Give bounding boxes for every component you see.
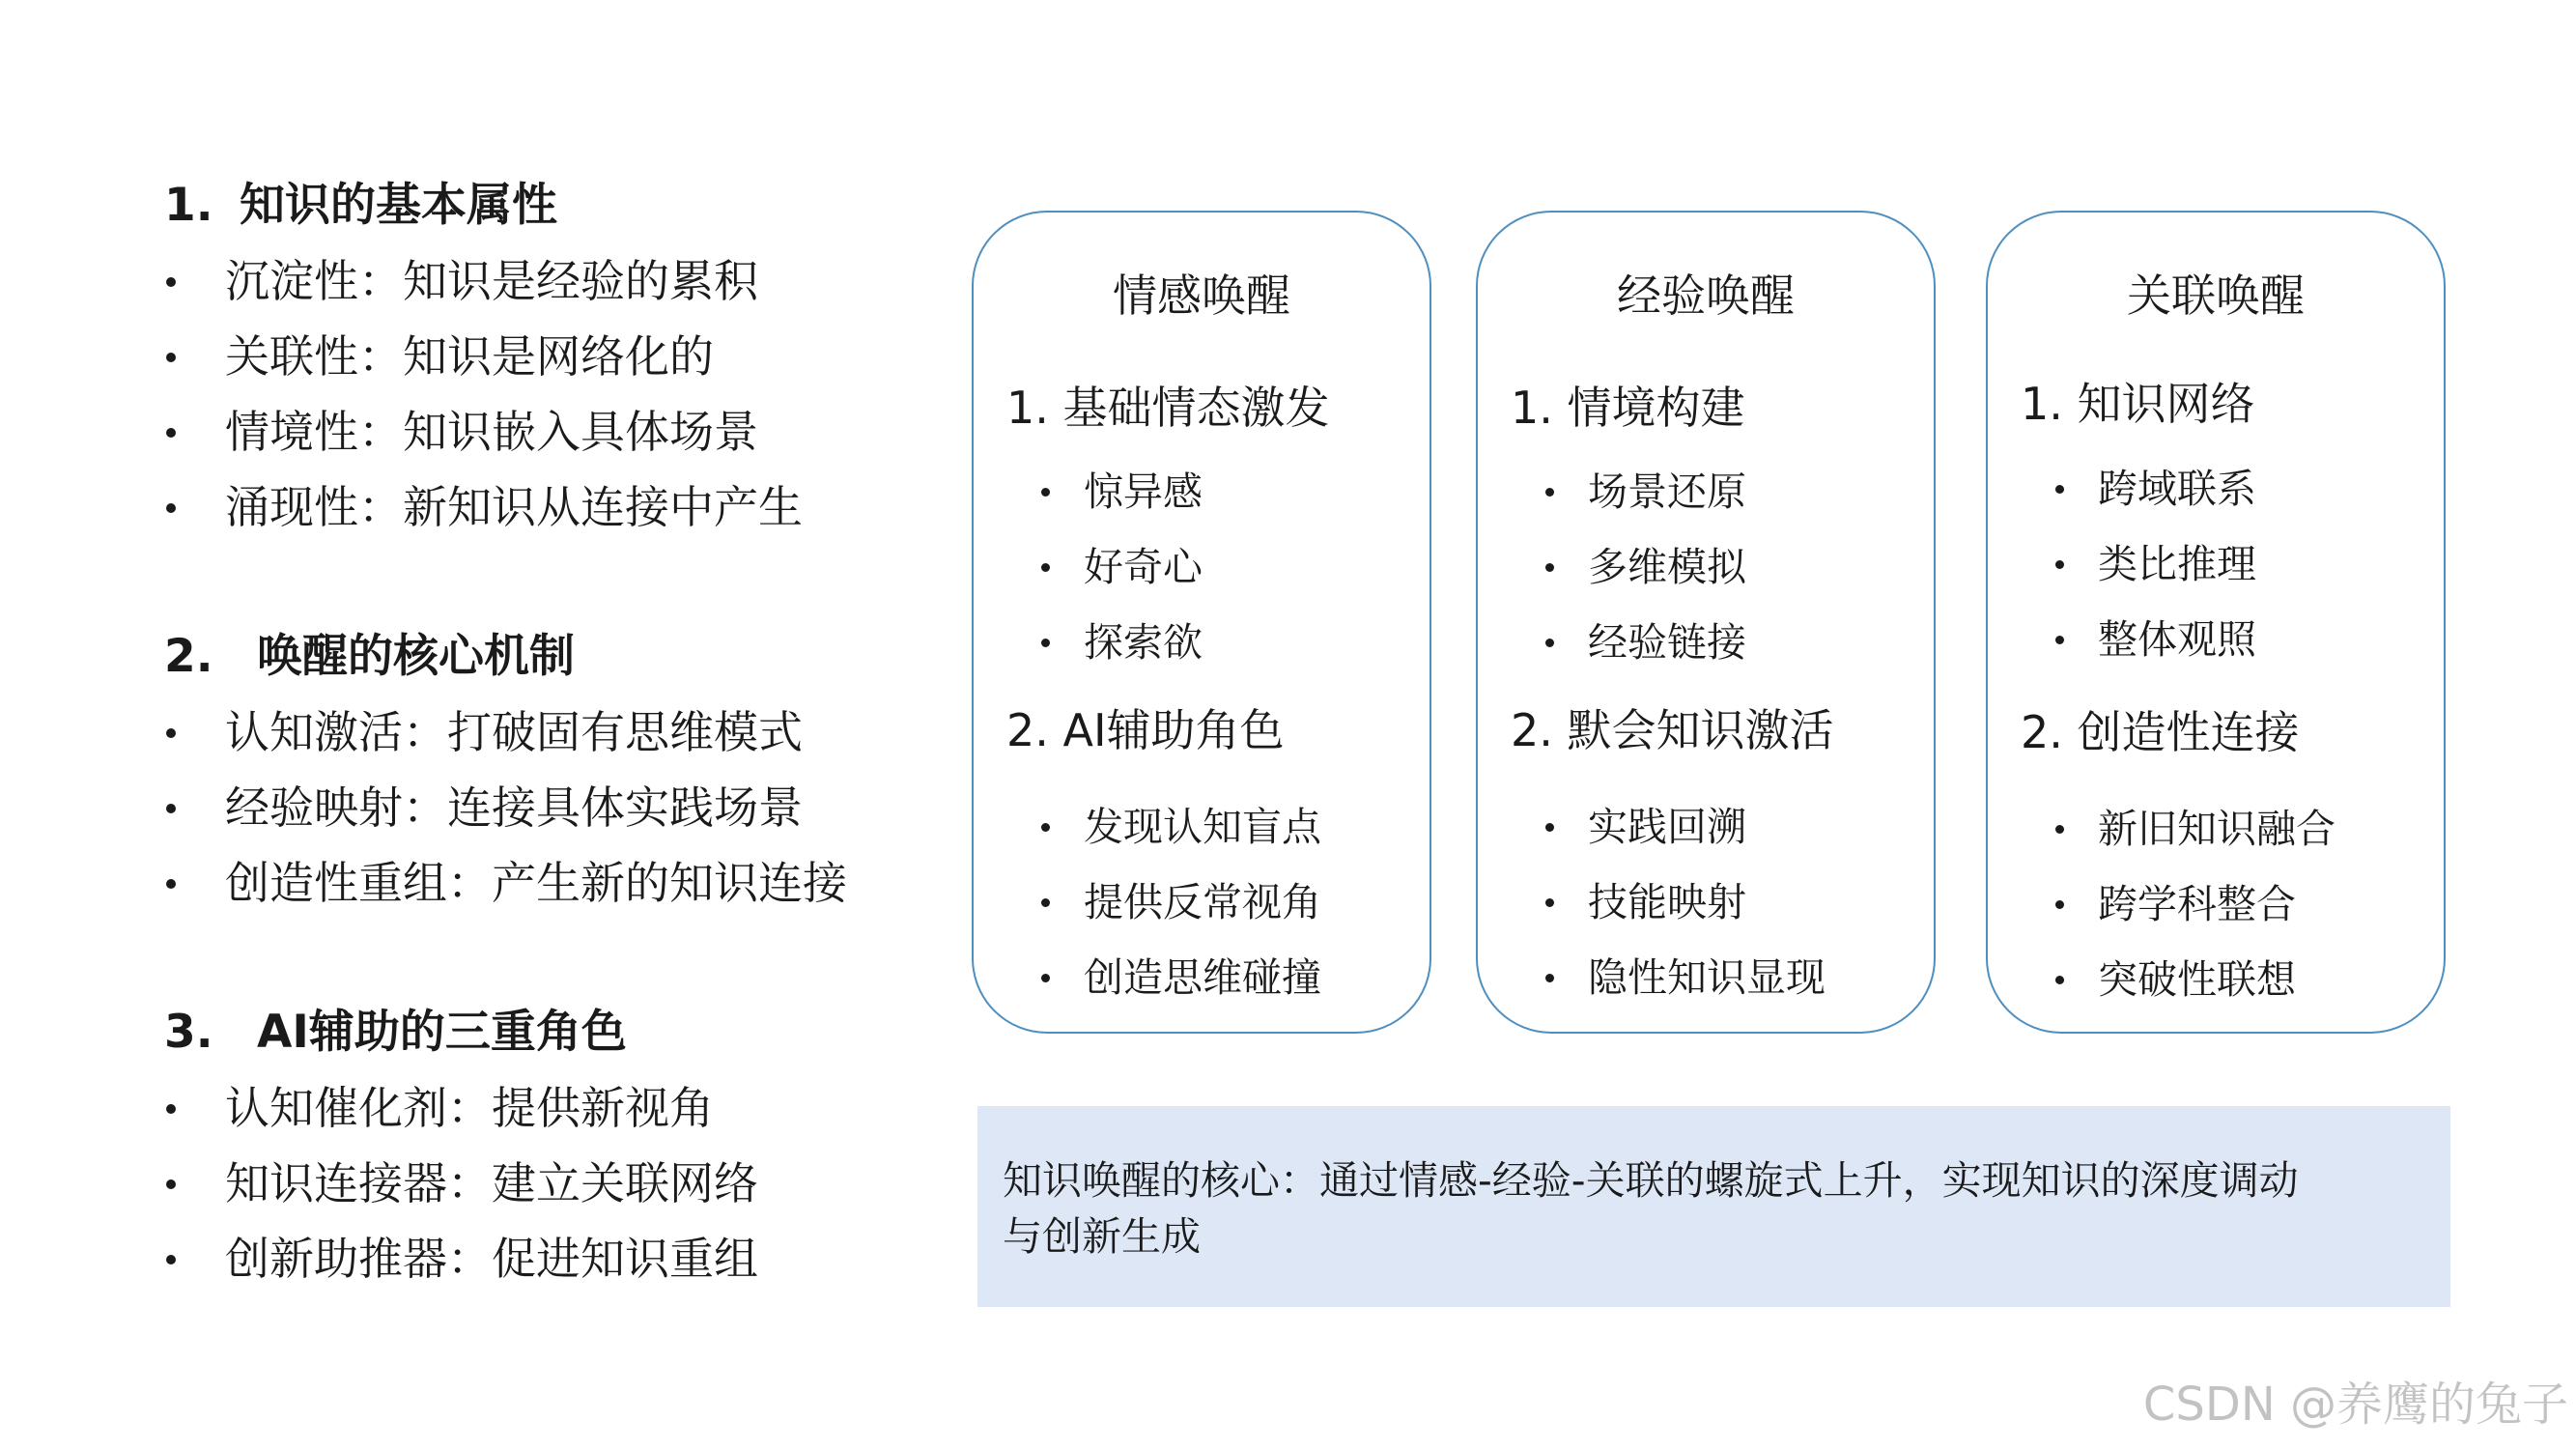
summary-box <box>977 1106 2450 1307</box>
section-number: 1. <box>164 179 213 232</box>
card-list <box>1041 789 1321 1015</box>
list-item: 创新助推器：促进知识重组 <box>164 1221 758 1296</box>
list-item: 跨域联系 <box>2055 451 2256 526</box>
list-item: 整体观照 <box>2055 602 2256 677</box>
list-item: 情境性：知识嵌入具体场景 <box>164 394 803 469</box>
card-subheading: 2. 默会知识激活 <box>1511 704 1834 756</box>
watermark: CSDN @养鹰的兔子 <box>2142 1378 2568 1432</box>
list-item: 新旧知识融合 <box>2055 791 2335 867</box>
list-item: 关联性：知识是网络化的 <box>164 319 803 394</box>
section-title <box>164 995 758 1070</box>
section-basic-attributes <box>164 168 803 545</box>
list-item: 认知激活：打破固有思维模式 <box>164 695 847 770</box>
mechanism-list <box>164 695 847 921</box>
card-subheading: 2. AI辅助角色 <box>1006 704 1285 756</box>
card-subheading: 1. 基础情态激发 <box>1006 382 1330 434</box>
list-item: 跨学科整合 <box>2055 867 2335 942</box>
card-title: 情感唤醒 <box>1113 270 1290 322</box>
section-core-mechanism <box>164 619 847 921</box>
list-item: 惊异感 <box>1041 454 1203 529</box>
list-item: 沉淀性：知识是经验的累积 <box>164 243 803 319</box>
summary-line: 知识唤醒的核心：通过情感-经验-关联的螺旋式上升，实现知识的深度调动 <box>1003 1157 2299 1204</box>
list-item: 创造思维碰撞 <box>1041 940 1321 1015</box>
card-list <box>2055 451 2256 677</box>
list-item: 场景还原 <box>1545 454 1746 529</box>
card-association-awakening <box>1986 211 2446 1034</box>
list-item: 认知催化剂：提供新视角 <box>164 1070 758 1146</box>
section-title-text: 知识的基本属性 <box>240 179 557 232</box>
list-item: 经验链接 <box>1545 605 1746 680</box>
section-title-text: 唤醒的核心机制 <box>257 630 575 683</box>
card-subheading: 2. 创造性连接 <box>2021 706 2300 758</box>
card-list <box>1545 454 1746 680</box>
list-item: 知识连接器：建立关联网络 <box>164 1146 758 1221</box>
card-emotional-awakening <box>972 211 1431 1034</box>
card-list <box>2055 791 2335 1017</box>
list-item: 创造性重组：产生新的知识连接 <box>164 845 847 921</box>
list-item: 类比推理 <box>2055 526 2256 602</box>
card-subheading: 1. 知识网络 <box>2021 378 2255 430</box>
section-number: 3. <box>164 1006 213 1059</box>
list-item: 技能映射 <box>1545 865 1826 940</box>
list-item: 发现认知盲点 <box>1041 789 1321 865</box>
summary-line: 与创新生成 <box>1003 1213 1201 1260</box>
list-item: 经验映射：连接具体实践场景 <box>164 770 847 845</box>
card-experience-awakening <box>1476 211 1936 1034</box>
card-title: 经验唤醒 <box>1617 270 1795 322</box>
card-subheading: 1. 情境构建 <box>1511 382 1745 434</box>
list-item: 多维模拟 <box>1545 529 1746 605</box>
section-ai-roles <box>164 995 758 1296</box>
section-title-text: AI辅助的三重角色 <box>257 1006 627 1059</box>
list-item: 实践回溯 <box>1545 789 1826 865</box>
list-item: 隐性知识显现 <box>1545 940 1826 1015</box>
card-list <box>1041 454 1203 680</box>
list-item: 提供反常视角 <box>1041 865 1321 940</box>
list-item: 好奇心 <box>1041 529 1203 605</box>
list-item: 突破性联想 <box>2055 942 2335 1017</box>
list-item: 探索欲 <box>1041 605 1203 680</box>
section-title <box>164 168 803 243</box>
card-title: 关联唤醒 <box>2127 270 2305 322</box>
list-item: 涌现性：新知识从连接中产生 <box>164 469 803 545</box>
section-title <box>164 619 847 695</box>
role-list <box>164 1070 758 1296</box>
card-list <box>1545 789 1826 1015</box>
attribute-list <box>164 243 803 545</box>
section-number: 2. <box>164 630 213 683</box>
